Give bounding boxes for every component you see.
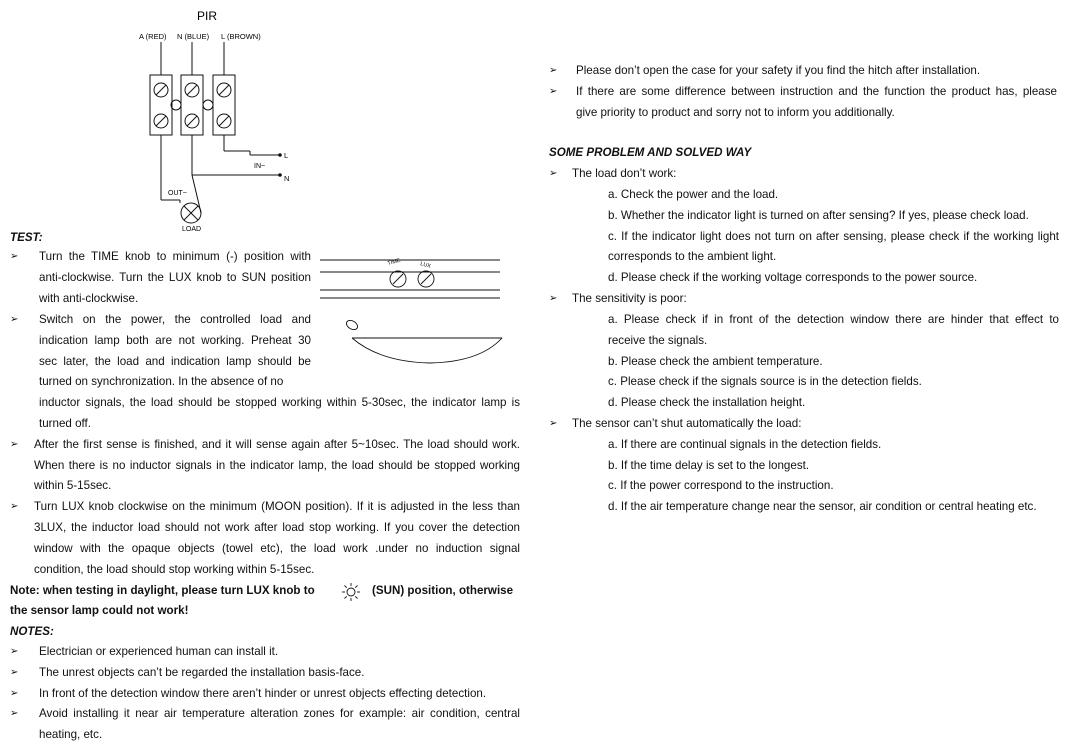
test-item-4-line-2: 3LUX, the inductor load should not work after load stop working. If you cover the detection bbox=[34, 521, 520, 534]
warning-2-line-2: give priority to product and sorry not to inform you additionally. bbox=[576, 106, 895, 119]
test-item-4-line-1: Turn LUX knob clockwise on the minimum (MOON position). If it is adjusted in the less than bbox=[34, 500, 520, 513]
test-item-4-line-4: condition, the load should stop working within 5-15sec. bbox=[34, 563, 315, 576]
test-item-3-line-1: After the first sense is finished, and it will sense again after 5~10sec. The load should work. bbox=[34, 438, 520, 451]
bullet-arrow: ➢ bbox=[10, 314, 19, 325]
wire-label-l: L (BROWN) bbox=[221, 32, 261, 41]
warning-1: Please don’t open the case for your safety if you find the hitch after installation. bbox=[576, 64, 981, 77]
notes-item-2: The unrest objects can’t be regarded the installation basis-face. bbox=[39, 666, 365, 679]
wire-label-load: LOAD bbox=[182, 226, 202, 233]
warning-2-line-1: If there are some difference between instruction and the function the product has, please bbox=[576, 85, 1057, 98]
bullet-arrow: ➢ bbox=[549, 418, 558, 429]
bullet-arrow: ➢ bbox=[549, 168, 558, 179]
test-item-1-line-2: anti-clockwise. Turn the LUX knob to SUN position bbox=[39, 271, 311, 284]
notes-item-3: In front of the detection window there aren’t hinder or unrest objects effecting detection. bbox=[39, 687, 487, 700]
wire-label-out: OUT~ bbox=[168, 190, 187, 197]
problem-3-b: b. If the time delay is set to the longest. bbox=[608, 459, 810, 472]
test-item-2-line-4: turned on synchronization. In the absence of no bbox=[39, 375, 284, 388]
problem-1-title: The load don’t work: bbox=[572, 167, 677, 180]
test-item-4-line-3: window with the opaque objects (towel etc), the load work .under no induction signal bbox=[34, 542, 520, 555]
notes-item-1: Electrician or experienced human can install it. bbox=[39, 645, 279, 658]
problem-3-d: d. If the air temperature change near the sensor, air condition or central heating etc. bbox=[608, 500, 1037, 513]
problem-1-a: a. Check the power and the load. bbox=[608, 188, 779, 201]
problem-3-a: a. If there are continual signals in the detection fields. bbox=[608, 438, 882, 451]
test-item-1-line-1: Turn the TIME knob to minimum (-) position with bbox=[39, 250, 311, 263]
problem-1-d: d. Please check if the working voltage corresponds to the power source. bbox=[608, 271, 978, 284]
note-text: Note: when testing in daylight, please turn LUX knob to bbox=[10, 584, 315, 597]
notes-item-4-line-1: Avoid installing it near air temperature alteration zones for example: air condition, central bbox=[39, 707, 520, 720]
problem-2-d: d. Please check the installation height. bbox=[608, 396, 806, 409]
test-item-2-line-5: inductor signals, the load should be stopped working within 5-30sec, the indicator lamp is bbox=[39, 396, 520, 409]
bullet-arrow: ➢ bbox=[10, 688, 19, 699]
problem-3-title: The sensor can’t shut automatically the load: bbox=[572, 417, 802, 430]
note-text-2: (SUN) position, otherwise bbox=[372, 584, 514, 597]
problem-2-c: c. Please check if the signals source is in the detection fields. bbox=[608, 375, 922, 388]
sun-icon bbox=[340, 582, 362, 602]
test-item-2-line-2: indication lamp both are not working. Preheat 30 bbox=[39, 334, 311, 347]
wiring-diagram bbox=[130, 5, 300, 235]
test-heading: TEST: bbox=[10, 231, 43, 244]
knob-lux-label: LUX bbox=[419, 261, 432, 270]
note-line-2: the sensor lamp could not work! bbox=[10, 604, 189, 617]
test-item-1-line-3: with anti-clockwise. bbox=[39, 292, 139, 305]
problem-1-c-line-1: c. If the indicator light does not turn on after sensing, please check if the working light bbox=[608, 230, 1059, 243]
bullet-arrow: ➢ bbox=[10, 251, 19, 262]
problem-2-a-line-1: a. Please check if in front of the detection window there are hinder that effect to bbox=[608, 313, 1059, 326]
bullet-arrow: ➢ bbox=[549, 86, 558, 97]
wire-term-l: L bbox=[284, 151, 289, 160]
notes-item-4-line-2: heating, etc. bbox=[39, 728, 103, 741]
notes-heading: NOTES: bbox=[10, 625, 54, 638]
wire-term-n: N bbox=[284, 174, 290, 183]
bullet-arrow: ➢ bbox=[10, 439, 19, 450]
bullet-arrow: ➢ bbox=[549, 65, 558, 76]
problem-2-b: b. Please check the ambient temperature. bbox=[608, 355, 823, 368]
bullet-arrow: ➢ bbox=[549, 293, 558, 304]
problem-2-a-line-2: receive the signals. bbox=[608, 334, 708, 347]
knob-time-label: TIME bbox=[386, 257, 402, 267]
test-item-3-line-3: within 5-15sec. bbox=[34, 479, 112, 492]
bullet-arrow: ➢ bbox=[10, 667, 19, 678]
wire-label-in: IN~ bbox=[254, 163, 266, 170]
problem-3-c: c. If the power correspond to the instruction. bbox=[608, 479, 834, 492]
problems-heading: SOME PROBLEM AND SOLVED WAY bbox=[549, 146, 752, 159]
wire-label-n: N (BLUE) bbox=[177, 32, 210, 41]
problem-2-title: The sensitivity is poor: bbox=[572, 292, 687, 305]
sensor-illustration bbox=[320, 250, 505, 380]
wiring-title: PIR bbox=[197, 9, 218, 23]
test-item-2-line-6: turned off. bbox=[39, 417, 91, 430]
wire-label-a: A (RED) bbox=[139, 32, 167, 41]
test-item-3-line-2: When there is no inductor signals in the indicator lamp, the load should be stopped working bbox=[34, 459, 520, 472]
bullet-arrow: ➢ bbox=[10, 646, 19, 657]
problem-1-c-line-2: corresponds to the ambient light. bbox=[608, 250, 777, 263]
test-item-2-line-1: Switch on the power, the controlled load and bbox=[39, 313, 311, 326]
problem-1-b: b. Whether the indicator light is turned on after sensing? If yes, please check load. bbox=[608, 209, 1029, 222]
test-item-2-line-3: sec later, the load and indication lamp should be bbox=[39, 355, 311, 368]
bullet-arrow: ➢ bbox=[10, 708, 19, 719]
bullet-arrow: ➢ bbox=[10, 501, 19, 512]
